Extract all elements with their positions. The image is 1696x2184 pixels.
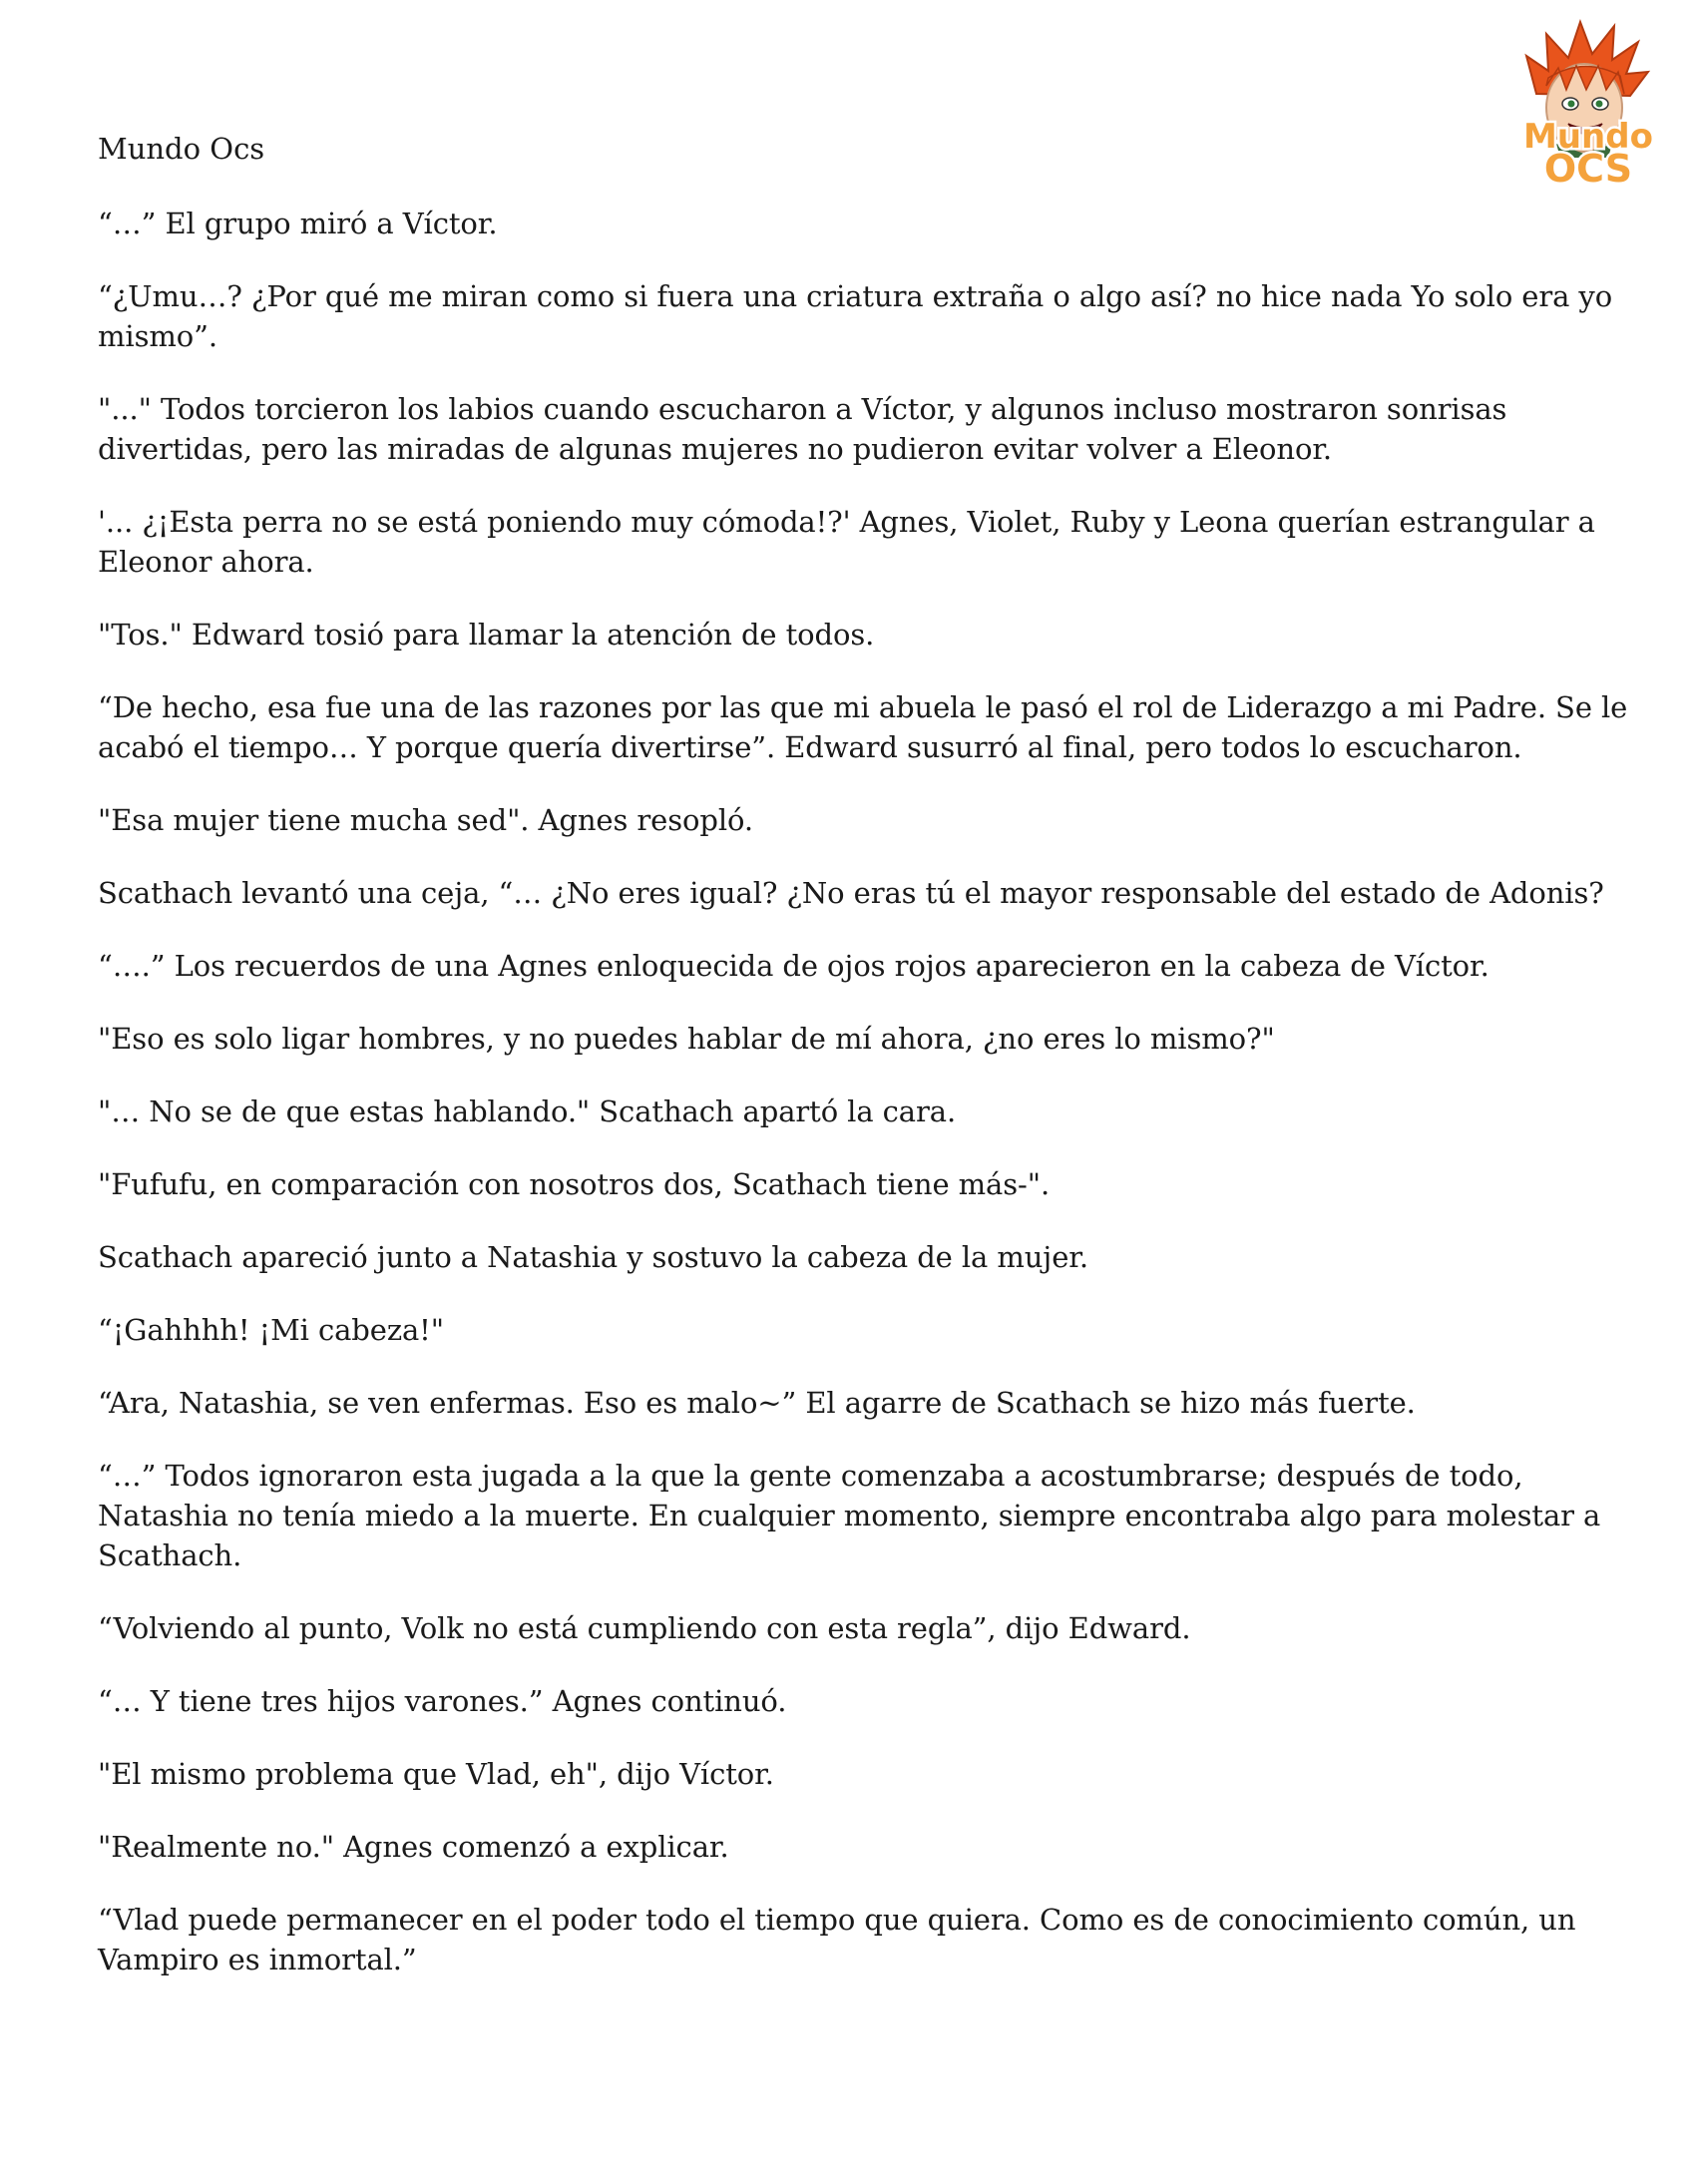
paragraph: "Realmente no." Agnes comenzó a explicar. bbox=[98, 1830, 729, 1864]
logo-graphic bbox=[1496, 16, 1676, 191]
paragraph: “…” El grupo miró a Víctor. bbox=[98, 207, 498, 240]
paragraph: "El mismo problema que Vlad, eh", dijo Víctor. bbox=[98, 1757, 774, 1791]
paragraph: “…” Todos ignoraron esta jugada a la que la gente comenzaba a acostumbrarse; después de todo, Natashia no tenía miedo a la muerte. En cualquier momento, siempre encontraba algo para molestar a Scathach. bbox=[98, 1459, 1601, 1572]
paragraph: '... ¿¡Esta perra no se está poniendo muy cómoda!?' Agnes, Violet, Ruby y Leona querían estrangular a Eleonor ahora. bbox=[98, 505, 1595, 579]
paragraph: "Tos." Edward tosió para llamar la atención de todos. bbox=[98, 618, 875, 652]
paragraph: "Esa mujer tiene mucha sed". Agnes resopló. bbox=[98, 803, 753, 837]
paragraph: “Volviendo al punto, Volk no está cumpliendo con esta regla”, dijo Edward. bbox=[98, 1611, 1191, 1645]
paragraph: “¡Gahhhh! ¡Mi cabeza!" bbox=[98, 1313, 444, 1347]
paragraph: "Fufufu, en comparación con nosotros dos, Scathach tiene más-". bbox=[98, 1167, 1051, 1201]
logo-text-mundo: Mundo bbox=[1523, 117, 1653, 157]
mundo-ocs-logo-icon bbox=[1496, 16, 1676, 191]
logo-text-ocs: OCS bbox=[1543, 147, 1633, 191]
page-title: Mundo Ocs bbox=[98, 132, 265, 166]
paragraph: “De hecho, esa fue una de las razones por las que mi abuela le pasó el rol de Liderazgo a mi Padre. Se le acabó el tiempo… Y porque quería divertirse”. Edward susurró al final, pero todos lo escucharon. bbox=[98, 690, 1628, 764]
paragraph: “¿Umu…? ¿Por qué me miran como si fuera una criatura extraña o algo así? no hice nada Yo solo era yo mismo”. bbox=[98, 279, 1613, 353]
paragraph: “Ara, Natashia, se ven enfermas. Eso es malo~” El agarre de Scathach se hizo más fuerte. bbox=[98, 1386, 1416, 1420]
paragraph: “… Y tiene tres hijos varones.” Agnes continuó. bbox=[98, 1684, 787, 1718]
document-body bbox=[98, 204, 1634, 2012]
paragraph: "..." Todos torcieron los labios cuando escucharon a Víctor, y algunos incluso mostraron sonrisas divertidas, pero las miradas de algunas mujeres no pudieron evitar volver a Eleonor. bbox=[98, 392, 1507, 466]
paragraph: “Vlad puede permanecer en el poder todo el tiempo que quiera. Como es de conocimiento común, un Vampiro es inmortal.” bbox=[98, 1903, 1576, 1976]
paragraph: "… No se de que estas hablando." Scathach apartó la cara. bbox=[98, 1094, 957, 1128]
paragraph: "Eso es solo ligar hombres, y no puedes hablar de mí ahora, ¿no eres lo mismo?" bbox=[98, 1022, 1275, 1056]
paragraph: “….” Los recuerdos de una Agnes enloquecida de ojos rojos aparecieron en la cabeza de Víctor. bbox=[98, 949, 1489, 983]
paragraph: Scathach levantó una ceja, “… ¿No eres igual? ¿No eras tú el mayor responsable del estado de Adonis? bbox=[98, 876, 1604, 910]
paragraph: Scathach apareció junto a Natashia y sostuvo la cabeza de la mujer. bbox=[98, 1240, 1088, 1274]
